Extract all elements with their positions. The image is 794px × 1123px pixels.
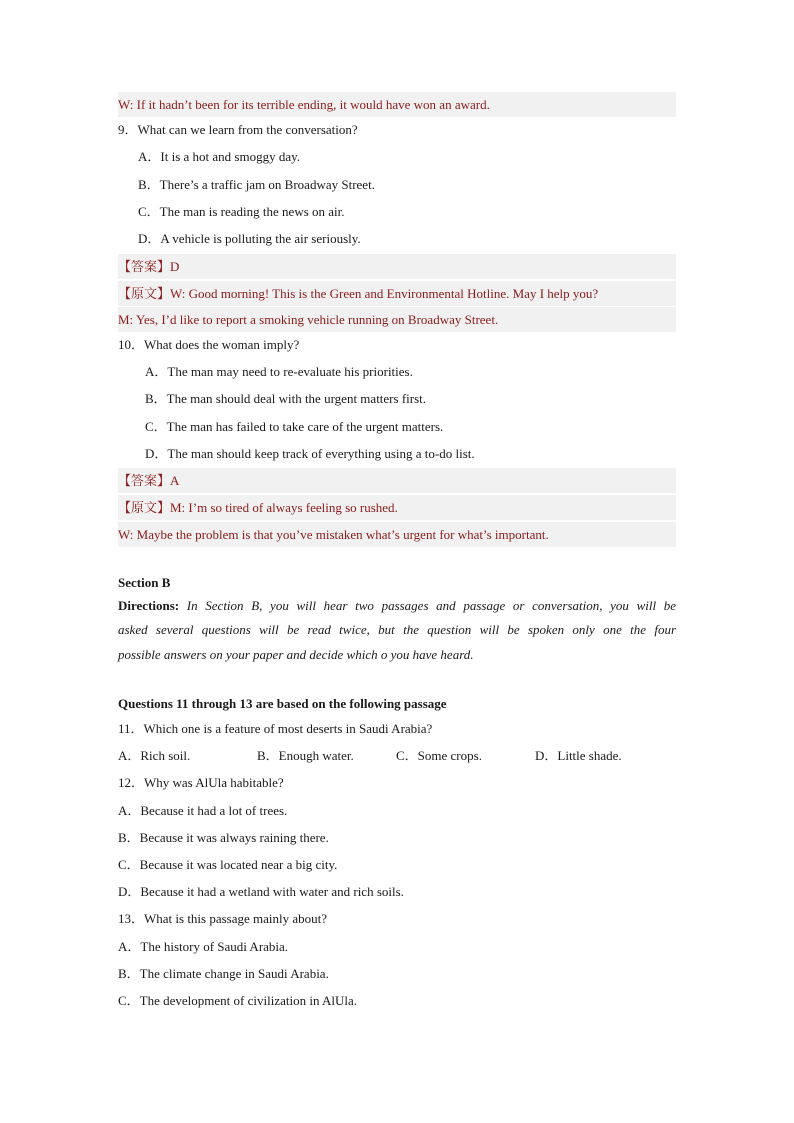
option-12d: D．Because it had a wetland with water and rich soils. [118,884,404,899]
option-10a: A．The man may need to re-evaluate his priorities. [145,364,413,379]
questions-11-13-heading: Questions 11 through 13 are based on the following passage [118,696,447,711]
directions-line-1 [118,594,676,618]
option-9b: B．There’s a traffic jam on Broadway Street. [138,177,375,192]
option-13b: B．The climate change in Saudi Arabia. [118,966,329,981]
option-13a: A．The history of Saudi Arabia. [118,939,289,954]
option-10d: D．The man should keep track of everything using a to-do list. [145,446,475,461]
options-11-row [118,743,676,768]
script-10-line2: W: Maybe the problem is that you’ve mistaken what’s urgent for what’s important. [118,522,676,547]
directions-line-3: possible answers on your paper and decide which o you have heard. [118,647,474,662]
directions-label: Directions: [118,598,180,613]
option-11c: C．Some crops. [396,748,482,763]
option-12a: A．Because it had a lot of trees. [118,803,288,818]
option-12b: B．Because it was always raining there. [118,830,329,845]
transcript-line-w: W: If it hadn’t been for its terrible ending, it would have won an award. [118,92,676,117]
script-9-line1: 【原文】W: Good morning! This is the Green and Environmental Hotline. May I help you? [118,281,676,306]
option-11d: D．Little shade. [535,748,622,763]
answer-9: 【答案】D [118,254,676,279]
option-9c: C．The man is reading the news on air. [138,204,345,219]
option-9d: D．A vehicle is polluting the air seriously. [138,231,361,246]
option-9a: A．It is a hot and smoggy day. [138,149,300,164]
question-13: 13．What is this passage mainly about? [118,911,328,926]
section-b-title: Section B [118,575,171,590]
question-9: 9．What can we learn from the conversation? [118,122,358,137]
option-10b: B．The man should deal with the urgent matters first. [145,391,427,406]
question-11: 11．Which one is a feature of most deserts in Saudi Arabia? [118,721,433,736]
question-10: 10．What does the woman imply? [118,337,300,352]
option-13c: C．The development of civilization in AlUla. [118,993,358,1008]
option-12c: C．Because it was located near a big city. [118,857,338,872]
directions-line-2: asked several questions will be read twice, but the question will be spoken only one the four [118,622,676,637]
option-10c: C．The man has failed to take care of the urgent matters. [145,419,444,434]
directions-text-1: In Section B, you will hear two passages and passage or conversation, you will be [186,598,676,613]
option-11b: B．Enough water. [257,748,354,763]
option-11a: A．Rich soil. [118,748,191,763]
script-10-line1: 【原文】M: I’m so tired of always feeling so rushed. [118,495,676,520]
script-9-line2: M: Yes, I’d like to report a smoking vehicle running on Broadway Street. [118,307,676,332]
question-12: 12．Why was AlUla habitable? [118,775,284,790]
answer-10: 【答案】A [118,468,676,493]
